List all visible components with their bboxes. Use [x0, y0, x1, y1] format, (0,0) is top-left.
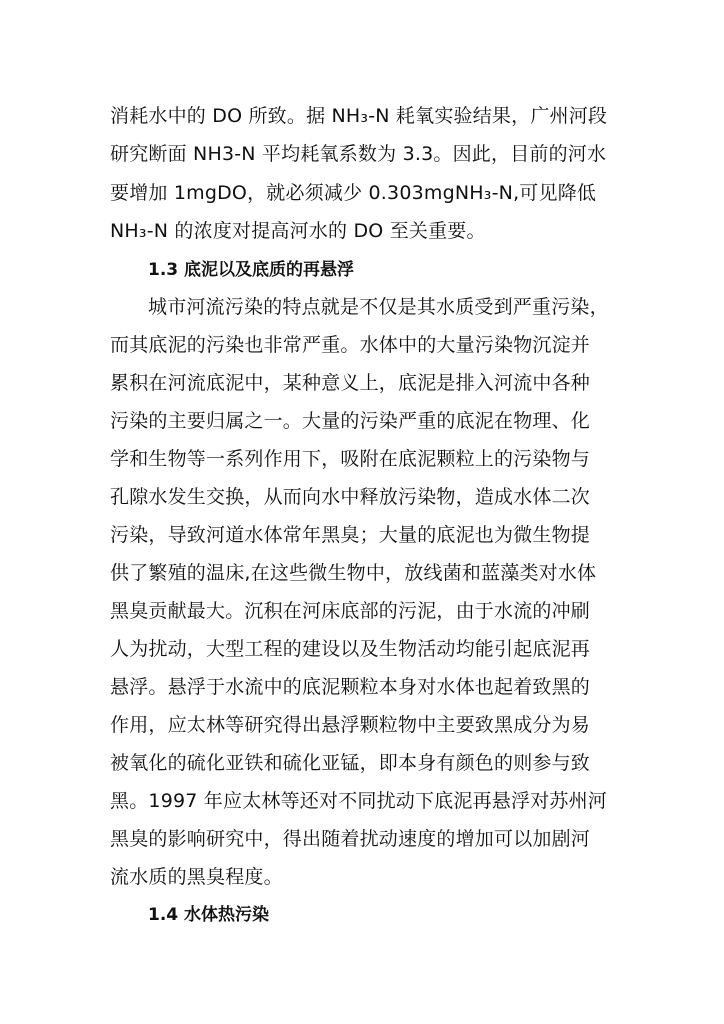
paragraph-line: 而其底泥的污染也非常严重。水体中的大量污染物沉淀并: [110, 334, 591, 356]
paragraph-line: NH₃-N 的浓度对提高河水的 DO 至关重要。: [110, 220, 486, 242]
paragraph-line: 研究断面 NH3-N 平均耗氧系数为 3.3。因此，目前的河水: [110, 143, 607, 165]
section-heading-1-4: 1.4 水体热污染: [148, 905, 270, 925]
paragraph-line: 供了繁殖的温床,在这些微生物中，放线菌和蓝藻类对水体: [110, 562, 597, 584]
paragraph-line: 悬浮。悬浮于水流中的底泥颗粒本身对水体也起着致黑的: [110, 676, 591, 698]
paragraph-line: 污染，导致河道水体常年黑臭；大量的底泥也为微生物提: [110, 524, 591, 546]
paragraph-line: 流水质的黑臭程度。: [110, 866, 283, 888]
paragraph-line: 学和生物等一系列作用下，吸附在底泥颗粒上的污染物与: [110, 448, 591, 470]
paragraph-line: 要增加 1mgDO，就必须减少 0.303mgNH₃-N,可见降低: [110, 182, 597, 204]
paragraph-line: 被氧化的硫化亚铁和硫化亚锰，即本身有颜色的则参与致: [110, 752, 591, 774]
paragraph-line: 城市河流污染的特点就是不仅是其水质受到严重污染，: [148, 296, 609, 318]
paragraph-line: 人为扰动，大型工程的建设以及生物活动均能引起底泥再: [110, 638, 591, 660]
paragraph-line: 污染的主要归属之一。大量的污染严重的底泥在物理、化: [110, 410, 591, 432]
paragraph-line: 黑臭贡献最大。沉积在河床底部的污泥，由于水流的冲刷: [110, 600, 591, 622]
paragraph-line: 黑。1997 年应太林等还对不同扰动下底泥再悬浮对苏州河: [110, 790, 607, 812]
paragraph-line: 黑臭的影响研究中，得出随着扰动速度的增加可以加剧河: [110, 828, 591, 850]
paragraph-line: 孔隙水发生交换，从而向水中释放污染物，造成水体二次: [110, 486, 591, 508]
paragraph-line: 消耗水中的 DO 所致。据 NH₃-N 耗氧实验结果，广州河段: [110, 105, 608, 127]
section-heading-1-3: 1.3 底泥以及底质的再悬浮: [148, 260, 355, 280]
paragraph-line: 作用，应太林等研究得出悬浮颗粒物中主要致黑成分为易: [110, 714, 591, 736]
paragraph-line: 累积在河流底泥中，某种意义上，底泥是排入河流中各种: [110, 372, 591, 394]
